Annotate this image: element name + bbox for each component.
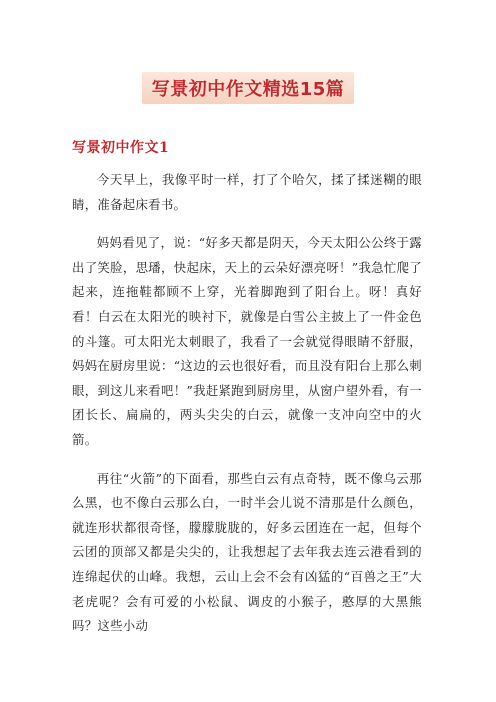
paragraph-3: 再往“火箭”的下面看，那些白云有点奇特，既不像乌云那么黑，也不像白云那么白，一时半会儿说不清那是什么颜色，就连形状都很奇怪，朦朦胧胧的，好多云团连在一起，但每个云团的顶部又都是尖尖的，让我想起了去年我去连云港看到的连绵起伏的山峰。我想，云山上会不会有凶猛的“百兽之王”大老虎呢？会有可爱的小松鼠、调皮的小猴子，憨厚的大黑熊吗？这些小动 [72,470,422,634]
title-area [0,72,496,104]
paragraph-1: 今天早上，我像平时一样，打了个哈欠，揉了揉迷糊的眼睛，准备起床看书。 [72,172,422,212]
paragraph-2: 妈妈看见了，说：“好多天都是阴天，今天太阳公公终于露出了笑脸，思璠，快起床，天上的云朵好漂亮呀！”我急忙爬了起来，连拖鞋都顾不上穿，光着脚跑到了阳台上。呀！真好看！白云在太阳光的映衬下，就像是白雪公主披上了一件金色的斗篷。可太阳光太刺眼了，我看了一会就觉得眼睛不舒服，妈妈在厨房里说：“这边的云也很好看，而且没有阳台上那么刺眼，到这儿来看吧！”我赶紧跑到厨房里，从窗户望外看，有一团长长、扁扁的，两头尖尖的白云，就像一支冲向空中的火箭。 [72,235,422,447]
document-title: 写景初中作文精选15篇 [142,72,355,104]
section-heading: 写景初中作文1 [72,140,170,156]
document-body [72,168,422,653]
